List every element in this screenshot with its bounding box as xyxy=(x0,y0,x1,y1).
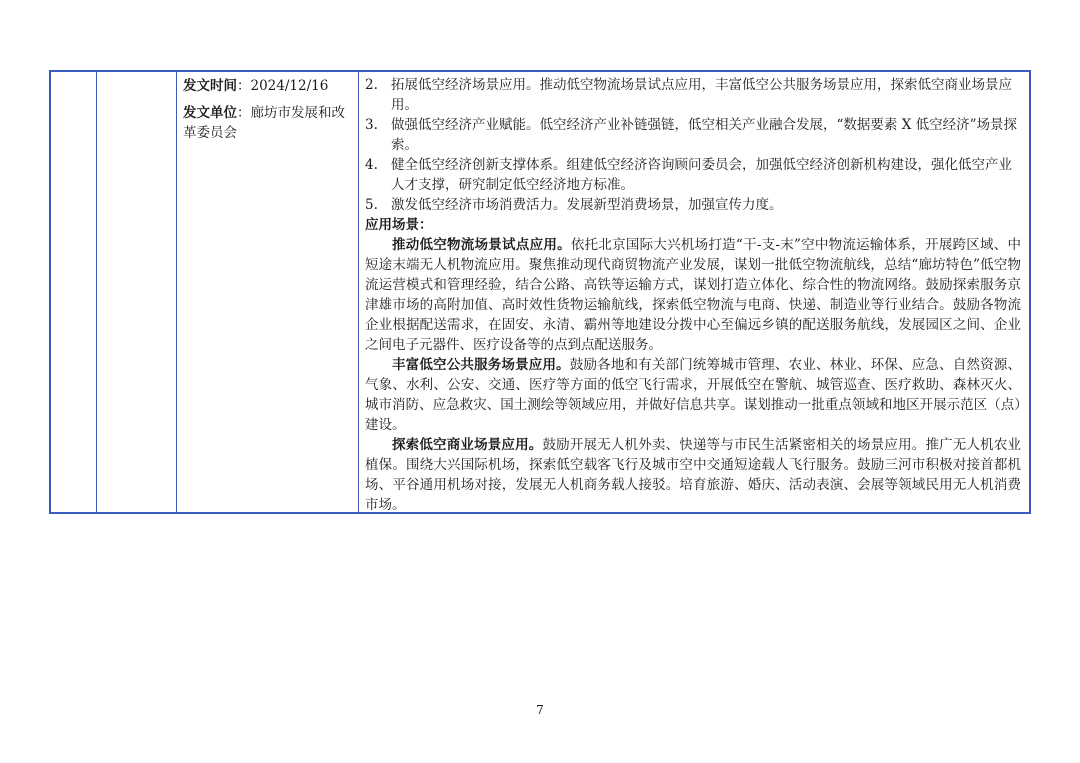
policy-table xyxy=(49,70,1031,514)
list-item-text: 做强低空经济产业赋能。低空经济产业补链强链，低空相关产业融合发展，“数据要素 X 低空经济”场景探索。 xyxy=(391,117,1017,153)
scene-text: 鼓励开展无人机外卖、快递等与市民生活紧密相关的场景应用。推广无人机农业植保。围绕大兴国际机场，探索低空载客飞行及城市空中交通短途载人飞行服务。鼓励三河市积极对接首都机场、平谷通用机场对接，发展无人机商务载人接驳。培育旅游、婚庆、活动表演、会展等领域民用无人机消费市场。 xyxy=(365,437,1022,513)
issue-date: 发文时间：2024/12/16 xyxy=(183,78,329,94)
list-item xyxy=(365,115,1021,155)
list-item-number: 2. xyxy=(365,77,378,93)
list-item-number: 5. xyxy=(365,197,378,213)
issue-date-value: 2024/12/16 xyxy=(250,78,329,94)
scenes-section-title: 应用场景： xyxy=(365,217,433,233)
scene-heading: 推动低空物流场景试点应用。 xyxy=(392,237,571,253)
table-col-content xyxy=(359,72,1029,512)
list-item-text: 拓展低空经济场景应用。推动低空物流场景试点应用，丰富低空公共服务场景应用，探索低空商业场景应用。 xyxy=(391,77,1012,113)
list-item-number: 3. xyxy=(365,117,378,133)
list-item xyxy=(365,155,1021,195)
scene-text: 鼓励各地和有关部门统筹城市管理、农业、林业、环保、应急、自然资源、气象、水利、公安、交通、医疗等方面的低空飞行需求，开展低空在警航、城管巡查、医疗救助、森林灭火、城市消防、应急救灾、国土测绘等领域应用，并做好信息共享。谋划推动一批重点领域和地区开展示范区（点）建设。 xyxy=(365,357,1022,433)
table-col-title xyxy=(97,72,177,512)
list-item-text: 激发低空经济市场消费活力。发展新型消费场景，加强宣传力度。 xyxy=(391,197,783,213)
scene-text: 依托北京国际大兴机场打造“干-支-末”空中物流运输体系，开展跨区域、中短途末端无人机物流应用。聚焦推动现代商贸物流产业发展，谋划一批低空物流航线，总结“廊坊特色”低空物流运营模式和管理经验，结合公路、高铁等运输方式，谋划打造立体化、综合性的物流网络。鼓励探索服务京津雄市场的高附加值、高时效性货物运输航线，探索低空物流与电商、快递、制造业等行业结合。鼓励各物流企业根据配送需求，在固安、永清、霸州等地建设分拨中心至偏远乡镇的配送服务航线，发展园区之间、企业之间电子元器件、医疗设备等的点到点配送服务。 xyxy=(365,237,1021,353)
scene-heading: 探索低空商业场景应用。 xyxy=(392,437,543,453)
list-item-number: 4. xyxy=(365,157,378,173)
list-item-text: 健全低空经济创新支撑体系。组建低空经济咨询顾问委员会，加强低空经济创新机构建设，强化低空产业人才支撑，研究制定低空经济地方标准。 xyxy=(391,157,1012,193)
table-col-index xyxy=(51,72,97,512)
list-item xyxy=(365,195,1021,215)
list-item xyxy=(365,75,1021,115)
scene-paragraph xyxy=(365,355,1021,435)
issuing-unit-label: 发文单位 xyxy=(183,105,237,121)
table-col-meta xyxy=(177,72,359,512)
issuing-unit-value: 廊坊市发展和改革委员会 xyxy=(183,105,345,141)
issuing-unit: 发文单位：廊坊市发展和改革委员会 xyxy=(183,105,345,141)
page-number: 7 xyxy=(536,703,544,717)
scene-paragraph xyxy=(365,435,1021,515)
issue-date-label: 发文时间 xyxy=(183,78,237,94)
scene-heading: 丰富低空公共服务场景应用。 xyxy=(392,357,570,373)
scene-paragraph xyxy=(365,235,1021,355)
